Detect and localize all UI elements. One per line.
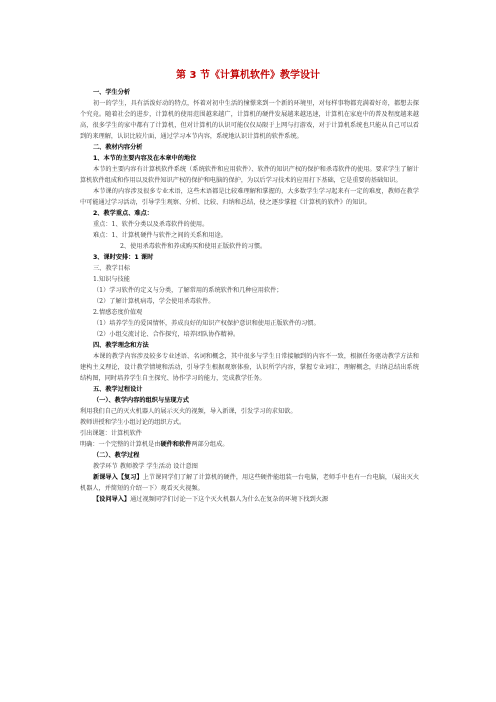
- subsection-heading: 2、教学重点、难点：: [93, 210, 153, 217]
- subsection-heading: 1、本节的主要内容及在本章中的地位: [93, 155, 197, 162]
- section-heading: 四、教学理念和方法: [93, 342, 149, 349]
- paragraph: 本课的教学内容涉及较多专业述语、名词和概念，其中很多与学生日常接触到的内容不一致，根据任务驱动教学方法和建构主义理论，设计教学情境和活动，引导学生根据观察体验，认识所学内容，掌握专业词汇，理解概念，归纳总结出系统结构图，同时培养学生自主探究、协作学习的能力，完成教学任务。: [80, 353, 419, 382]
- subsection-heading: 3、课时安排：1 课时: [93, 254, 154, 261]
- document-title: 第 3 节《计算机软件》教学设计: [176, 70, 320, 81]
- paragraph: [80, 494, 419, 505]
- section-heading: 五、教学过程设计: [93, 386, 143, 393]
- text-run: 通过视频同学们讨论一下这个灭火机器人为什么在复杂的环境下找到火源: [130, 496, 329, 503]
- list-item: 重点：1、软件分类以及杀毒软件的使用。: [93, 221, 209, 228]
- list-item: （2）了解计算机病毒，学会使用杀毒软件。: [93, 298, 215, 305]
- paragraph: 初一的学生，具有活泼好动的特点，怀着对初中生活的憧憬来到一个新的环境里，对每样事物都充满着好奇，都想去探个究竟。随着社会的进步，计算机的使用范围越来越广，计算机的硬件发展越来越迅速，计算机在家庭中的普及程度越来越高，很多学生的家中都有了计算机，但对计算机的认识可能仅仅局限于上网与打游戏，对于计算机系统也只能从自己可以看到的来理解，认识比较片面，通过学习本节内容，系统地认识计算机的软件系统。: [80, 100, 419, 140]
- table-header-line: 教学环节 教师教学 学生活动 设计意图: [93, 463, 198, 470]
- list-item: 2.情感态度价值观: [93, 309, 143, 316]
- list-item: 2、使用杀毒软件和养成购买和使用正版软件的习惯。: [120, 243, 267, 250]
- list-item: 难点：1、计算机硬件与软件之间的关系和用途。: [93, 232, 227, 239]
- emphasis-text: 新课导入【复习】: [93, 474, 143, 481]
- paragraph-line: [80, 439, 419, 450]
- subsection-heading: （二）、教学过程: [93, 452, 140, 459]
- paragraph: [80, 472, 419, 494]
- text-run: 上节课同学们了解了计算机的硬件，用这些硬件能组装一台电脑，老师手中也有一台电脑，（展出灭火机器人，并简短的介绍一下）观看灭火视频。: [80, 474, 420, 492]
- section-heading: 二、教材内容分析: [93, 144, 143, 151]
- section-heading: 三、教学目标: [93, 265, 131, 272]
- emphasis-text: 硬件和软件: [160, 441, 192, 448]
- subsection-heading: （一）、教学内容的组织与呈现方式: [93, 397, 189, 404]
- paragraph-line: 引出课题：计算机软件: [80, 430, 142, 437]
- paragraph: 本节课的内容涉及很多专业术语，这些术语都是比较难理解和掌握的，大多数学生学习起来有一定的难度，教师在教学中可能通过学习活动，引导学生观察、分析、比较、归纳和总结，使之逐步掌握《计算机的软件》的知识。: [80, 188, 419, 206]
- paragraph-line: 利用我们自己的灭火机器人的展示灭火的视频，导入新课，引发学习的求知欲。: [80, 408, 297, 415]
- paragraph-line: 教师讲授和学生小组讨论的组织方式。: [80, 419, 186, 426]
- document-body: [80, 87, 419, 505]
- list-item: （1）培养学生的爱国情怀，养成良好的知识产权保护意识和使用正版软件的习惯。: [93, 320, 320, 327]
- paragraph: 本节的主要内容有计算机软件系统（系统软件和应用软件）、软件的知识产权的保护和杀毒软件的使用。要求学生了解计算机软件组成和作用以及软件知识产权的保护和电脑的保护，为以后学习技术的应用打下基础，它是重要的基础知识。: [80, 166, 419, 184]
- list-item: （1）学习软件的定义与分类，了解常用的系统软件和几种应用软件；: [93, 287, 283, 294]
- list-item: 1.知识与技能: [93, 276, 130, 283]
- emphasis-text: 【设问导入】: [93, 496, 131, 503]
- text-run: 明确：一个完整的计算机是由: [80, 441, 161, 448]
- text-run: 两部分组成。: [191, 441, 229, 448]
- section-heading: 一、学生分析: [93, 89, 131, 96]
- list-item: （2）小组交流讨论、合作探究，培养团队协作精神。: [93, 331, 240, 338]
